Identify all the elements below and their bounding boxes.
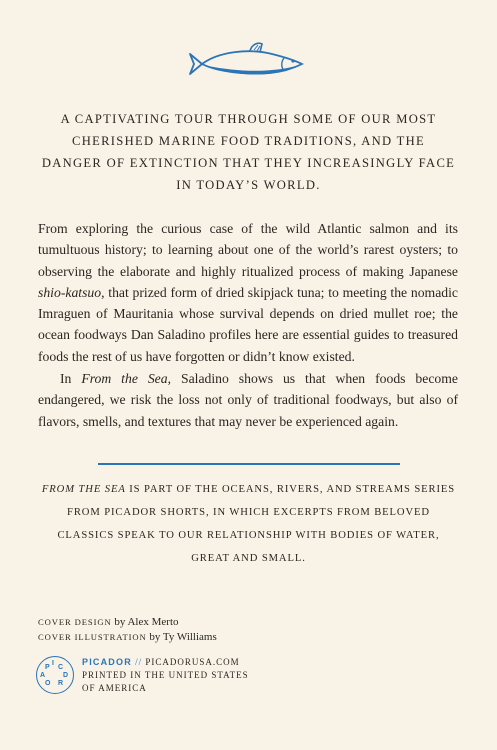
publisher-url: PICADORUSA.COM [145, 657, 240, 667]
description [38, 218, 458, 432]
cover-illustration-credit: COVER ILLUSTRATION by Ty Williams [38, 630, 217, 643]
publisher-line: PICADOR // PICADORUSA.COM [82, 657, 240, 667]
description-paragraph-1: From exploring the curious case of the wild Atlantic salmon and its tumultuous history; to learning about one of the world’s rarest oysters; to observing the elaborate and highly ritualized process of making Japanese shio-katsuo, that prized form of dried skipjack tuna; to meeting the nomadic Imraguen of Mauritania whose survival depends on dried mullet roe; the ocean foodways Dan Saladino profiles here are essential guides to treasured foods the rest of us have forgotten or didn’t know existed. [38, 221, 458, 364]
printed-line: PRINTED IN THE UNITED STATES OF AMERICA [82, 670, 249, 693]
description-paragraph-2: In From the Sea, Saladino shows us that when foods become endangered, we risk the loss not only of traditional foodways, but also of flavors, smells, and textures that may never be experienced again. [38, 371, 458, 429]
picador-logo: P I C A D O R [36, 656, 74, 694]
cover-design-credit: COVER DESIGN by Alex Merto [38, 616, 179, 628]
divider-rule [98, 463, 400, 465]
series-note: FROM THE SEA IS PART OF THE OCEANS, RIVERS, AND STREAMS SERIES FROM PICADOR SHORTS, IN WHICH EXCERPTS FROM BELOVED CLASSICS SPEAK TO OUR RELATIONSHIP WITH BODIES OF WATER, GREAT AND SMALL. [41, 484, 456, 564]
fish-icon [188, 40, 312, 82]
tagline: A CAPTIVATING TOUR THROUGH SOME OF OUR MOST CHERISHED MARINE FOOD TRADITIONS, AND THE DANGER OF EXTINCTION THAT THEY INCREASINGLY FACE IN TODAY’S WORLD. [41, 112, 456, 192]
credits [38, 615, 458, 644]
imprint [82, 656, 262, 695]
